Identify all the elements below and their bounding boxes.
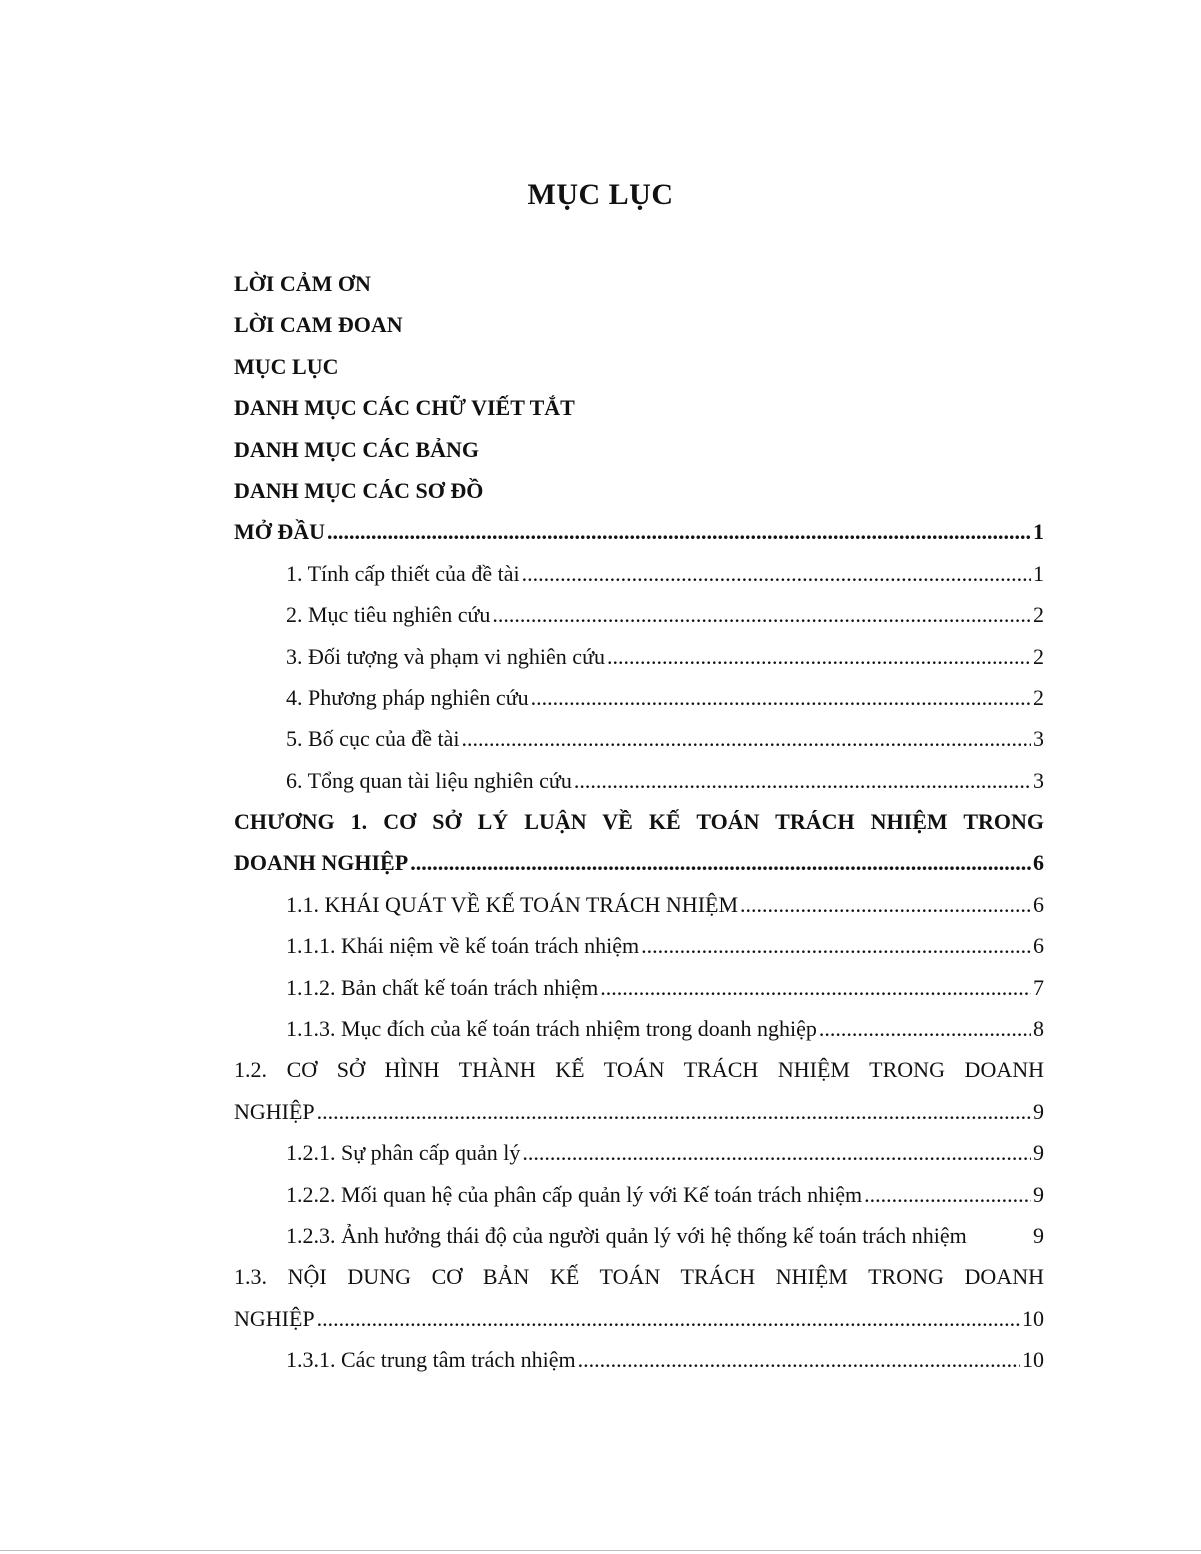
toc-entry-label: 4. Phương pháp nghiên cứu — [286, 684, 529, 710]
toc-entry-label: 6. Tổng quan tài liệu nghiên cứu — [286, 767, 572, 793]
dot-leader — [492, 594, 1031, 635]
toc-page-number: 1 — [1033, 560, 1044, 586]
toc-page-number: 9 — [1033, 1181, 1044, 1207]
toc-page-number: 2 — [1033, 684, 1044, 710]
toc-page-number: 6 — [1033, 850, 1044, 876]
toc-entry-label: 5. Bố cục của đề tài — [286, 726, 460, 752]
toc-entry-label: 1.1.1. Khái niệm về kế toán trách nhiệm — [286, 933, 640, 959]
toc-entry[interactable] — [234, 511, 1044, 552]
toc-entry-label: 1.3. NỘI DUNG CƠ BẢN KẾ TOÁN TRÁCH NHIỆM TRONG DOANH — [234, 1264, 1044, 1290]
toc-entry[interactable] — [234, 1215, 1044, 1256]
toc-entry-label: LỜI CẢM ƠN — [234, 271, 371, 296]
toc-entry-label: DANH MỤC CÁC BẢNG — [234, 436, 480, 462]
toc-entry-label: LỜI CAM ĐOAN — [234, 312, 403, 338]
toc-entry-label: 1. Tính cấp thiết của đề tài — [286, 560, 520, 586]
toc-entry-label: 3. Đối tượng và phạm vi nghiên cứu — [286, 643, 605, 669]
toc-entry[interactable] — [234, 1339, 1044, 1380]
toc-page-number: 9 — [1033, 1140, 1044, 1166]
toc-entry[interactable] — [234, 718, 1044, 759]
toc-entry-label: MỞ ĐẦU — [234, 519, 326, 545]
toc-entry[interactable] — [234, 1049, 1044, 1090]
toc-entry-label: 1.1. KHÁI QUÁT VỀ KẾ TOÁN TRÁCH NHIỆM — [286, 891, 739, 917]
dot-leader — [578, 1339, 1020, 1380]
toc-entry[interactable] — [234, 387, 1044, 428]
toc-entry-label: 1.1.2. Bản chất kế toán trách nhiệm — [286, 974, 599, 1000]
dot-leader — [522, 1132, 1031, 1173]
toc-entry[interactable] — [234, 760, 1044, 801]
toc-entry-label: NGHIỆP — [234, 1098, 315, 1124]
toc-entry-label: 1.2.1. Sự phân cấp quản lý — [286, 1140, 521, 1166]
toc-entry-label: DANH MỤC CÁC SƠ ĐỒ — [234, 477, 484, 503]
toc-entry-label: MỤC LỤC — [234, 353, 339, 379]
toc-entry[interactable] — [234, 842, 1044, 883]
toc-entry[interactable] — [234, 677, 1044, 718]
toc-entry-label: DOANH NGHIỆP — [234, 850, 409, 876]
toc-entry-label: 1.3.1. Các trung tâm trách nhiệm — [286, 1347, 576, 1373]
toc-entry[interactable] — [234, 1256, 1044, 1297]
dot-leader — [531, 677, 1031, 718]
dot-leader — [522, 553, 1031, 594]
toc-entry-label: 1.1.3. Mục đích của kế toán trách nhiệm trong doanh nghiệp — [286, 1016, 817, 1042]
dot-leader — [462, 718, 1032, 759]
toc-entry-label: NGHIỆP — [234, 1305, 315, 1331]
toc-page-number: 6 — [1033, 891, 1044, 917]
toc-page-number: 10 — [1022, 1347, 1044, 1373]
toc-entry[interactable] — [234, 1298, 1044, 1339]
dot-leader — [574, 760, 1031, 801]
toc-entry[interactable] — [234, 1174, 1044, 1215]
toc-page-number: 10 — [1022, 1305, 1044, 1331]
dot-leader — [317, 1298, 1020, 1339]
toc-entry[interactable] — [234, 884, 1044, 925]
toc-entry[interactable] — [234, 346, 1044, 387]
toc-page-number: 9 — [1033, 1098, 1044, 1124]
dot-leader — [317, 1091, 1031, 1132]
dot-leader — [600, 967, 1031, 1008]
toc-page-number: 7 — [1033, 974, 1044, 1000]
toc-entry-label: 2. Mục tiêu nghiên cứu — [286, 602, 491, 628]
toc-page-number: 6 — [1033, 933, 1044, 959]
toc-entry[interactable] — [234, 1008, 1044, 1049]
toc-entry[interactable] — [234, 967, 1044, 1008]
toc-entry-label: 1.2.3. Ảnh hưởng thái độ của người quản lý với hệ thống kế toán trách nhiệm — [286, 1222, 967, 1248]
toc-entry[interactable] — [234, 594, 1044, 635]
toc-entry[interactable] — [234, 1091, 1044, 1132]
toc-entry[interactable] — [234, 553, 1044, 594]
toc-entry[interactable] — [234, 636, 1044, 677]
dot-leader — [410, 842, 1031, 883]
toc-page-number: 2 — [1033, 602, 1044, 628]
toc-entry[interactable] — [234, 263, 1044, 304]
toc-page-number: 2 — [1033, 643, 1044, 669]
dot-leader — [327, 511, 1031, 552]
table-of-contents — [234, 263, 1044, 1381]
toc-page-number: 1 — [1033, 519, 1044, 545]
toc-entry[interactable] — [234, 925, 1044, 966]
toc-entry[interactable] — [234, 304, 1044, 345]
dot-leader — [607, 636, 1031, 677]
dot-leader — [641, 925, 1031, 966]
toc-entry[interactable] — [234, 1132, 1044, 1173]
dot-leader — [819, 1008, 1031, 1049]
page-bottom-edge — [0, 1550, 1201, 1551]
toc-entry-label: DANH MỤC CÁC CHỮ VIẾT TẮT — [234, 395, 575, 421]
toc-page-number: 9 — [1033, 1222, 1044, 1248]
toc-entry[interactable] — [234, 801, 1044, 842]
dot-leader — [740, 884, 1031, 925]
toc-entry[interactable] — [234, 470, 1044, 511]
page-title: MỤC LỤC — [527, 178, 674, 211]
toc-page-number: 8 — [1033, 1016, 1044, 1042]
toc-entry[interactable] — [234, 429, 1044, 470]
toc-entry-label: 1.2. CƠ SỞ HÌNH THÀNH KẾ TOÁN TRÁCH NHIỆM TRONG DOANH — [234, 1057, 1044, 1083]
dot-leader — [864, 1174, 1031, 1215]
toc-entry-label: 1.2.2. Mối quan hệ của phân cấp quản lý với Kế toán trách nhiệm — [286, 1181, 863, 1207]
toc-entry-label: CHƯƠNG 1. CƠ SỞ LÝ LUẬN VỀ KẾ TOÁN TRÁCH NHIỆM TRONG — [234, 809, 1044, 835]
toc-page-number: 3 — [1033, 767, 1044, 793]
toc-page-number: 3 — [1033, 726, 1044, 752]
